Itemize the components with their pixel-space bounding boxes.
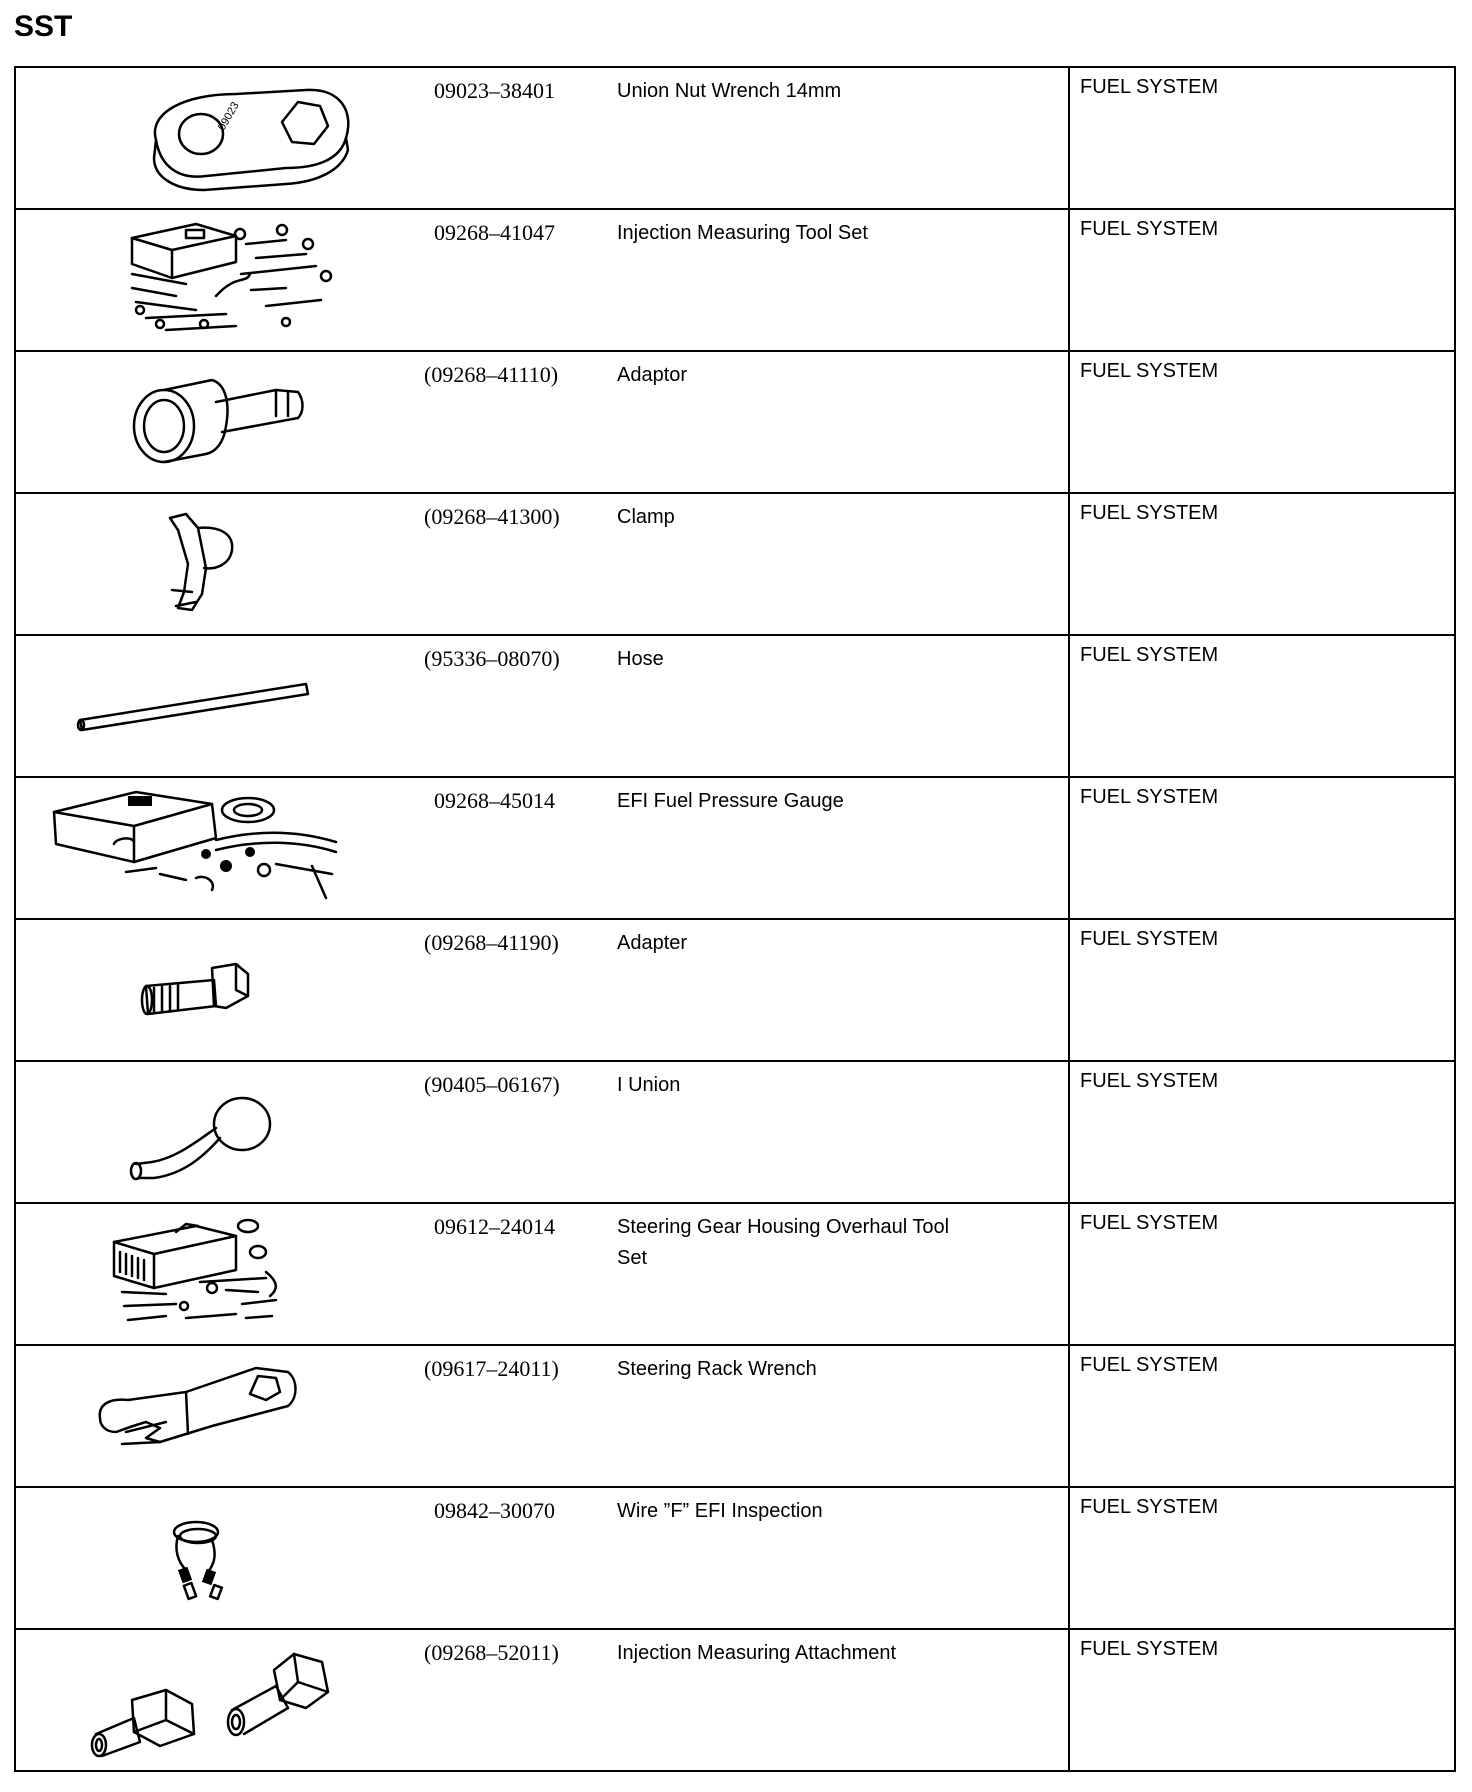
tool-name: Injection Measuring Tool Set [617, 222, 868, 244]
union-nut-wrench-illustration [36, 72, 396, 204]
table-row [15, 1629, 1455, 1771]
sst-table [14, 66, 1456, 1772]
table-row [15, 1061, 1455, 1203]
table-row [15, 635, 1455, 777]
table-row [15, 1487, 1455, 1629]
part-number: (09268–52011) [424, 1640, 559, 1665]
table-row [15, 919, 1455, 1061]
table-row [15, 1203, 1455, 1345]
tool-name: EFI Fuel Pressure Gauge [617, 790, 844, 812]
system-label: FUEL SYSTEM [1080, 1070, 1219, 1092]
system-label: FUEL SYSTEM [1080, 1354, 1219, 1376]
bolt-adapter-illustration [36, 924, 396, 1056]
svg-text:09023: 09023 [216, 100, 242, 133]
part-number: (09617–24011) [424, 1356, 559, 1381]
tool-name: Clamp [617, 506, 675, 528]
table-row [15, 351, 1455, 493]
tool-name: Union Nut Wrench 14mm [617, 80, 842, 102]
part-number: (95336–08070) [424, 646, 560, 671]
rack-wrench-illustration [36, 1350, 396, 1482]
wire-illustration [36, 1492, 396, 1624]
clamp-illustration [36, 498, 396, 630]
tool-name: Injection Measuring Attachment [617, 1642, 897, 1664]
part-number: 09268–45014 [434, 788, 555, 813]
tool-name: Adaptor [617, 364, 688, 386]
part-number: (09268–41300) [424, 504, 560, 529]
system-label: FUEL SYSTEM [1080, 928, 1219, 950]
pressure-gauge-illustration [36, 782, 396, 914]
system-label: FUEL SYSTEM [1080, 1496, 1219, 1518]
part-number: (90405–06167) [424, 1072, 560, 1097]
adaptor-illustration [36, 356, 396, 488]
table-row [15, 777, 1455, 919]
system-label: FUEL SYSTEM [1080, 786, 1219, 808]
tool-set-illustration [36, 214, 396, 346]
attachments-illustration [36, 1634, 396, 1766]
system-label: FUEL SYSTEM [1080, 360, 1219, 382]
tool-name: Steering Gear Housing Overhaul Tool Set [617, 1216, 950, 1269]
overhaul-case-illustration [36, 1208, 396, 1340]
system-label: FUEL SYSTEM [1080, 502, 1219, 524]
table-row [15, 1345, 1455, 1487]
tool-name: I Union [617, 1074, 681, 1096]
tool-name: Hose [617, 648, 664, 670]
part-number: (09268–41190) [424, 930, 559, 955]
system-label: FUEL SYSTEM [1080, 76, 1219, 98]
part-number: (09268–41110) [424, 362, 559, 387]
part-number: 09842–30070 [434, 1498, 555, 1523]
part-number: 09268–41047 [434, 220, 555, 245]
table-row [15, 67, 1455, 209]
tool-name: Adapter [617, 932, 688, 954]
hose-illustration [36, 640, 396, 772]
system-label: FUEL SYSTEM [1080, 644, 1219, 666]
tool-name: Steering Rack Wrench [617, 1358, 817, 1380]
tool-name: Wire ”F” EFI Inspection [617, 1500, 823, 1522]
table-row [15, 493, 1455, 635]
system-label: FUEL SYSTEM [1080, 218, 1219, 240]
system-label: FUEL SYSTEM [1080, 1638, 1219, 1660]
part-number: 09023–38401 [434, 78, 555, 103]
part-number: 09612–24014 [434, 1214, 555, 1239]
i-union-illustration [36, 1066, 396, 1198]
system-label: FUEL SYSTEM [1080, 1212, 1219, 1234]
table-row [15, 209, 1455, 351]
page-title: SST [14, 10, 73, 43]
